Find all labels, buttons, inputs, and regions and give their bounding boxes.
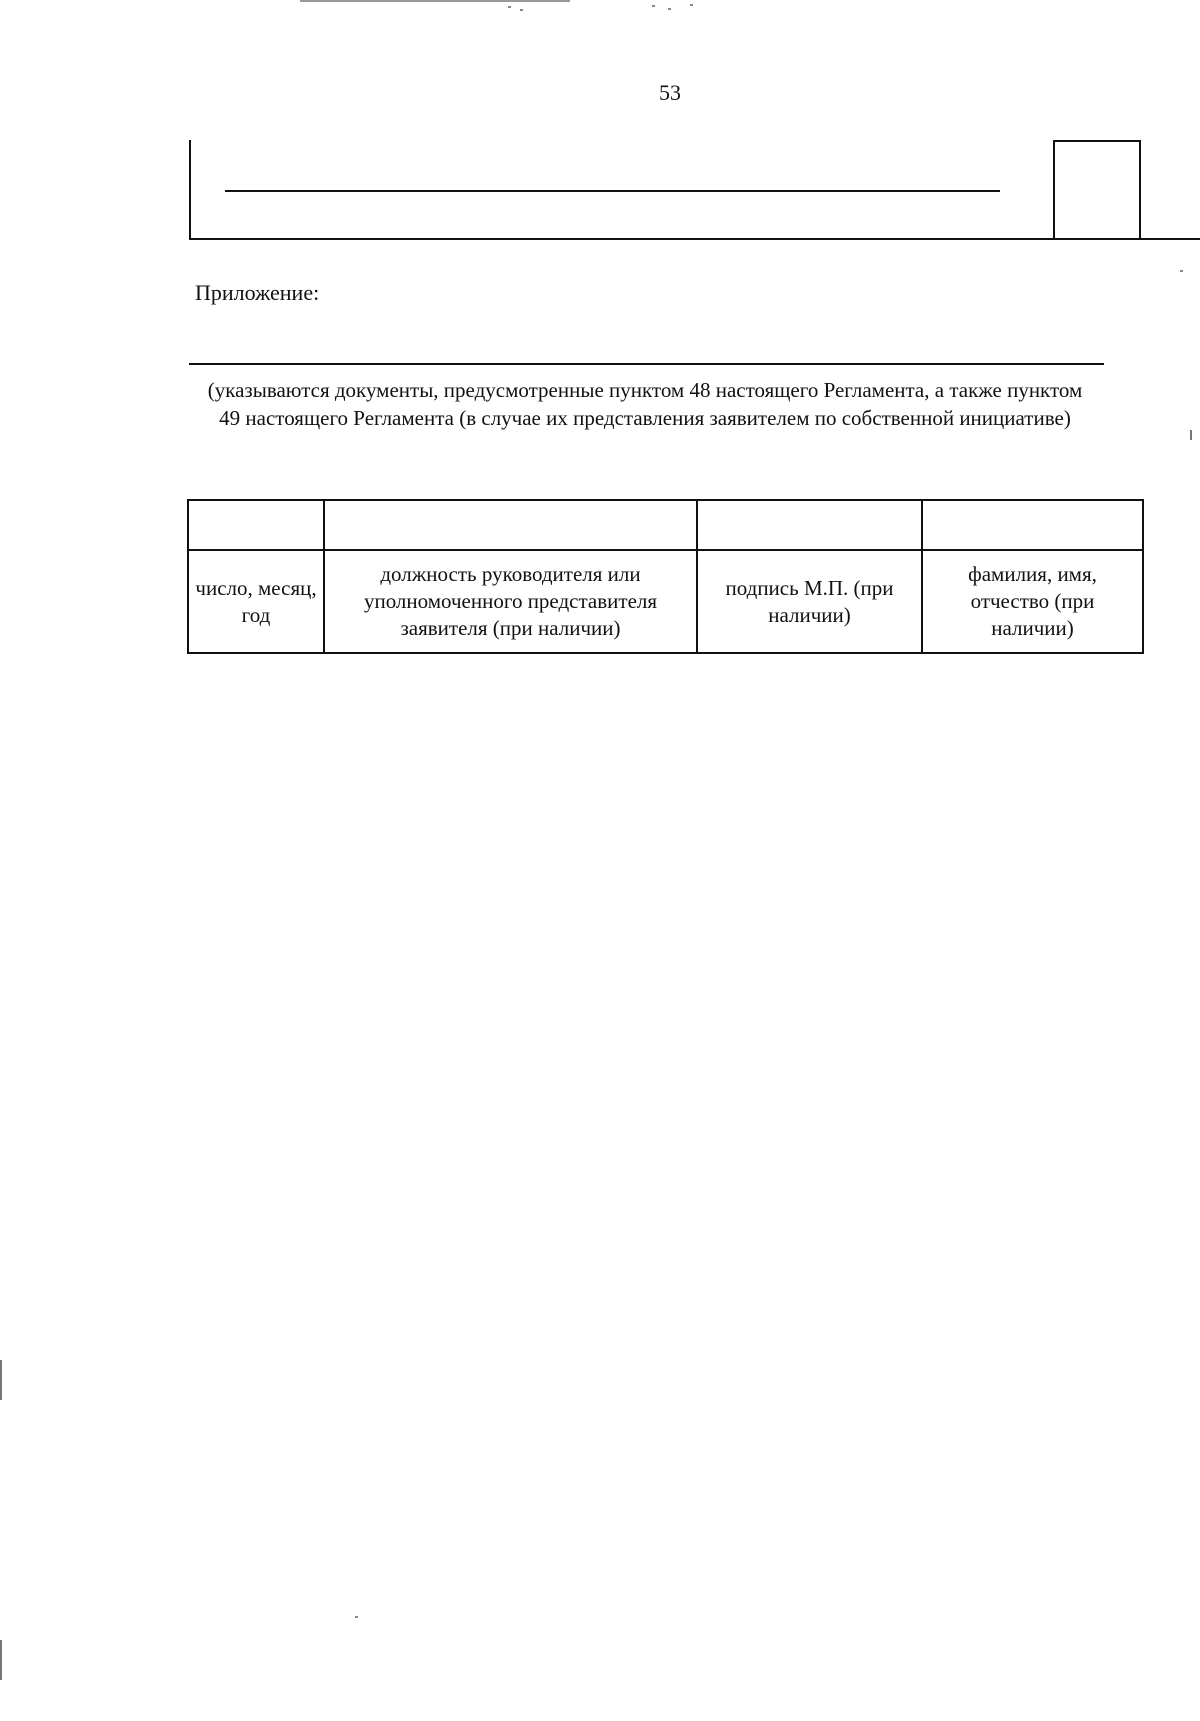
scan-speck — [652, 5, 655, 7]
scan-speck — [1180, 270, 1183, 272]
form-box-fragment — [189, 140, 1200, 240]
attachment-fill-line — [189, 363, 1104, 365]
signature-label-row — [188, 550, 1143, 653]
page-number: 53 — [659, 80, 681, 105]
position-label-cell: должность руководителя или уполномоченного представителя заявителя (при наличии) — [324, 550, 697, 653]
date-label-cell: число, месяц, год — [188, 550, 324, 653]
scan-edge-mark — [0, 1640, 2, 1680]
name-blank-cell — [922, 500, 1143, 550]
scan-speck — [690, 4, 693, 6]
position-blank-cell — [324, 500, 697, 550]
scan-speck — [508, 6, 511, 8]
scan-artifact-top — [300, 0, 570, 2]
attachment-note: (указываются документы, предусмотренные пунктом 48 настоящего Регламента, а также пунктом 49 настоящего Регламента (в случае их представления заявителем по собственной инициативе) — [207, 378, 1083, 430]
scan-speck — [520, 9, 523, 11]
scan-edge-mark — [0, 1360, 2, 1400]
name-label-cell: фамилия, имя, отчество (при наличии) — [922, 550, 1143, 653]
attachment-label: Приложение: — [195, 280, 320, 305]
scan-speck — [355, 1616, 358, 1618]
signature-blank-row — [188, 500, 1143, 550]
scan-speck — [668, 8, 671, 10]
scan-edge-mark — [1190, 430, 1192, 440]
empty-box-cell — [1053, 140, 1141, 240]
blank-fill-line — [225, 190, 1000, 192]
signature-label-cell: подпись М.П. (при наличии) — [697, 550, 922, 653]
date-blank-cell — [188, 500, 324, 550]
form-box-border — [189, 140, 191, 240]
signature-blank-cell — [697, 500, 922, 550]
form-box-border — [189, 238, 1200, 240]
signature-table — [187, 499, 1144, 654]
